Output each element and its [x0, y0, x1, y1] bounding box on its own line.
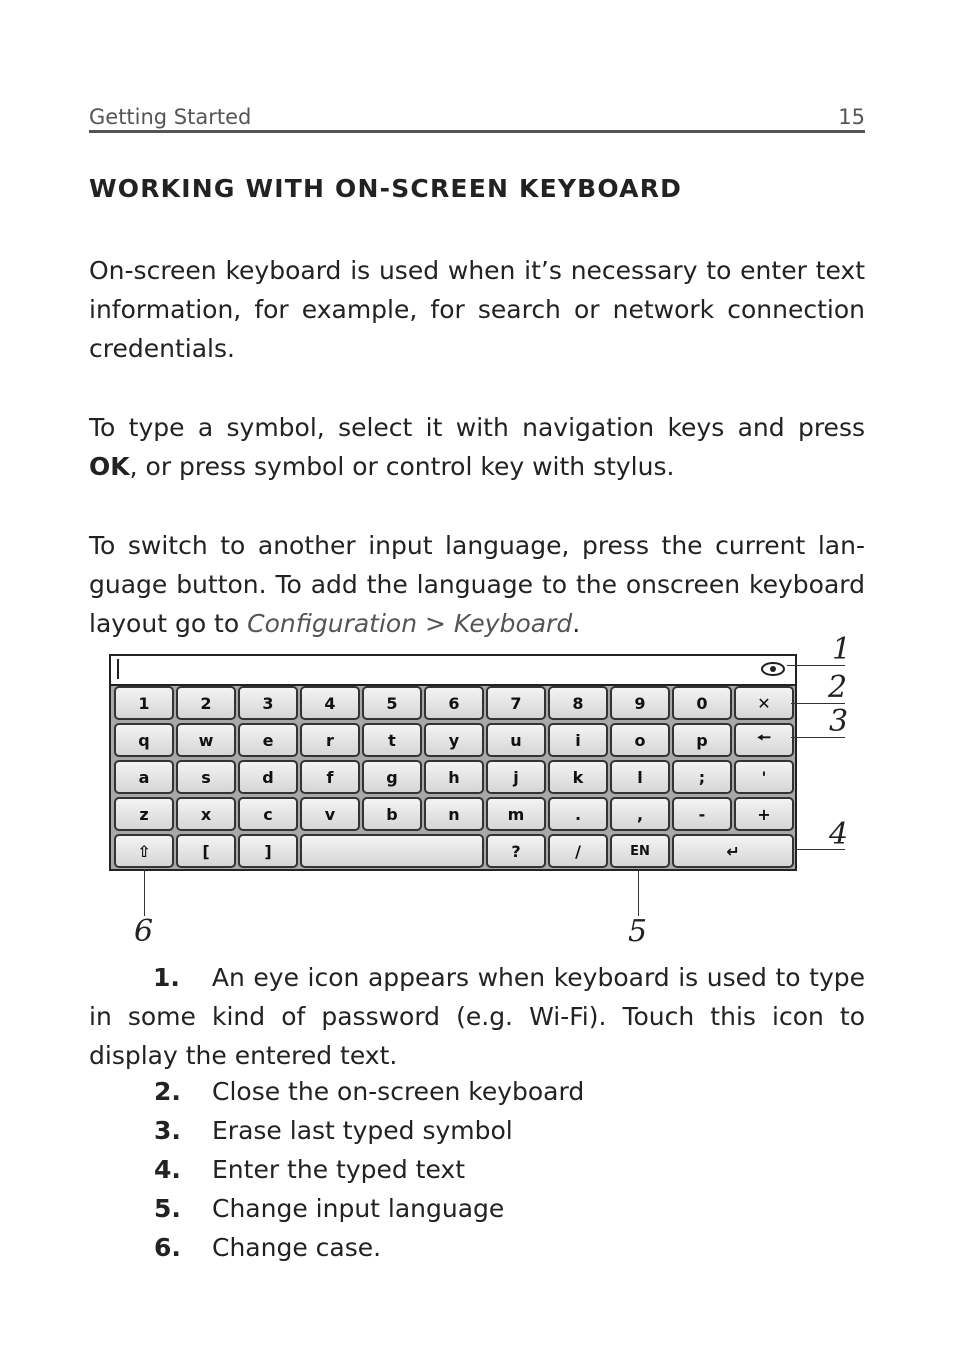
key-3-6: m — [486, 797, 546, 831]
key-1-7: i — [548, 723, 608, 757]
paragraph-intro-text: On-screen keyboard is used when it’s necessary to enter text information, for example, for search or network connection credentials. — [89, 256, 865, 363]
key-3-5: n — [424, 797, 484, 831]
text-cursor — [117, 659, 119, 679]
list-item-3-text: Erase last typed symbol — [212, 1116, 513, 1145]
key-3-0: z — [114, 797, 174, 831]
list-item-4-text: Enter the typed text — [212, 1155, 466, 1184]
key-1-0: q — [114, 723, 174, 757]
key-bracket-left: [ — [176, 834, 236, 868]
paragraph-language-text: To switch to another input language, press the current lan-guage button. To add the language to the onscreen keyboard layout go to — [89, 531, 865, 638]
list-item-1 — [89, 958, 865, 1075]
key-1-2: e — [238, 723, 298, 757]
key-0-1: 2 — [176, 686, 236, 720]
list-item-2-number: 2. — [154, 1077, 181, 1106]
key-0-6: 7 — [486, 686, 546, 720]
key-bracket-right: ] — [238, 834, 298, 868]
key-0-5: 6 — [424, 686, 484, 720]
key-2-7: k — [548, 760, 608, 794]
callout-1: 1 — [832, 632, 852, 667]
key-0-2: 3 — [238, 686, 298, 720]
list-item-1-text: An eye icon appears when keyboard is used to type in some kind of password (e.g. Wi-Fi). Touch this icon to display the entered text. — [89, 963, 865, 1070]
paragraph-language — [89, 526, 865, 643]
paragraph-typing — [89, 408, 865, 486]
key-2-10: ' — [734, 760, 794, 794]
key-0-7: 8 — [548, 686, 608, 720]
callout-4: 4 — [829, 817, 849, 852]
key-0-10: ✕ — [734, 686, 794, 720]
key-question: ? — [486, 834, 546, 868]
list-item-1-number: 1. — [153, 963, 180, 992]
key-3-7: . — [548, 797, 608, 831]
key-2-6: j — [486, 760, 546, 794]
text-input-field — [111, 656, 795, 686]
list-item-5-text: Change input language — [212, 1194, 505, 1223]
paragraph-typing-text-end: , or press symbol or control key with stylus. — [129, 452, 675, 481]
key-3-8: , — [610, 797, 670, 831]
key-2-8: l — [610, 760, 670, 794]
key-2-5: h — [424, 760, 484, 794]
key-1-1: w — [176, 723, 236, 757]
key-0-9: 0 — [672, 686, 732, 720]
key-2-3: f — [300, 760, 360, 794]
callout-line-5 — [638, 869, 639, 916]
key-2-4: g — [362, 760, 422, 794]
list-item-2-text: Close the on-screen keyboard — [212, 1077, 585, 1106]
key-3-10: + — [734, 797, 794, 831]
key-1-9: p — [672, 723, 732, 757]
key-enter: ↵ — [672, 834, 794, 868]
callout-2: 2 — [828, 670, 848, 705]
key-3-4: b — [362, 797, 422, 831]
key-3-3: v — [300, 797, 360, 831]
page-title: WORKING WITH ON-SCREEN KEYBOARD — [89, 174, 683, 203]
section-title: Getting Started — [89, 105, 252, 129]
list-item-6-text: Change case. — [212, 1233, 382, 1262]
onscreen-keyboard-illustration — [109, 654, 797, 871]
callout-3: 3 — [829, 704, 849, 739]
key-3-1: x — [176, 797, 236, 831]
paragraph-intro — [89, 251, 865, 368]
list-item-3-number: 3. — [154, 1116, 181, 1145]
ok-key-label: OK — [89, 452, 130, 481]
key-2-0: a — [114, 760, 174, 794]
paragraph-language-text-end: . — [572, 609, 581, 638]
key-2-1: s — [176, 760, 236, 794]
key-shift: ⇧ — [114, 834, 174, 868]
key-0-3: 4 — [300, 686, 360, 720]
callout-6: 6 — [134, 914, 154, 949]
eye-icon — [761, 661, 785, 677]
list-item-4-number: 4. — [154, 1155, 181, 1184]
key-0-8: 9 — [610, 686, 670, 720]
key-3-2: c — [238, 797, 298, 831]
key-language-en: EN — [610, 834, 670, 868]
key-1-10: 🠔 — [734, 723, 794, 757]
key-3-9: - — [672, 797, 732, 831]
callout-line-6 — [144, 869, 145, 916]
key-0-4: 5 — [362, 686, 422, 720]
key-0-0: 1 — [114, 686, 174, 720]
key-1-5: y — [424, 723, 484, 757]
callout-5: 5 — [628, 914, 648, 949]
menu-path: Configuration > Keyboard — [247, 609, 573, 638]
key-1-6: u — [486, 723, 546, 757]
page-number: 15 — [838, 105, 865, 129]
key-slash: / — [548, 834, 608, 868]
key-1-8: o — [610, 723, 670, 757]
key-space — [300, 834, 484, 868]
key-1-3: r — [300, 723, 360, 757]
list-item-6-number: 6. — [154, 1233, 181, 1262]
key-2-9: ; — [672, 760, 732, 794]
page-header — [89, 104, 865, 133]
paragraph-typing-text: To type a symbol, select it with navigation keys and press — [89, 413, 865, 442]
key-2-2: d — [238, 760, 298, 794]
list-item-5-number: 5. — [154, 1194, 181, 1223]
key-1-4: t — [362, 723, 422, 757]
